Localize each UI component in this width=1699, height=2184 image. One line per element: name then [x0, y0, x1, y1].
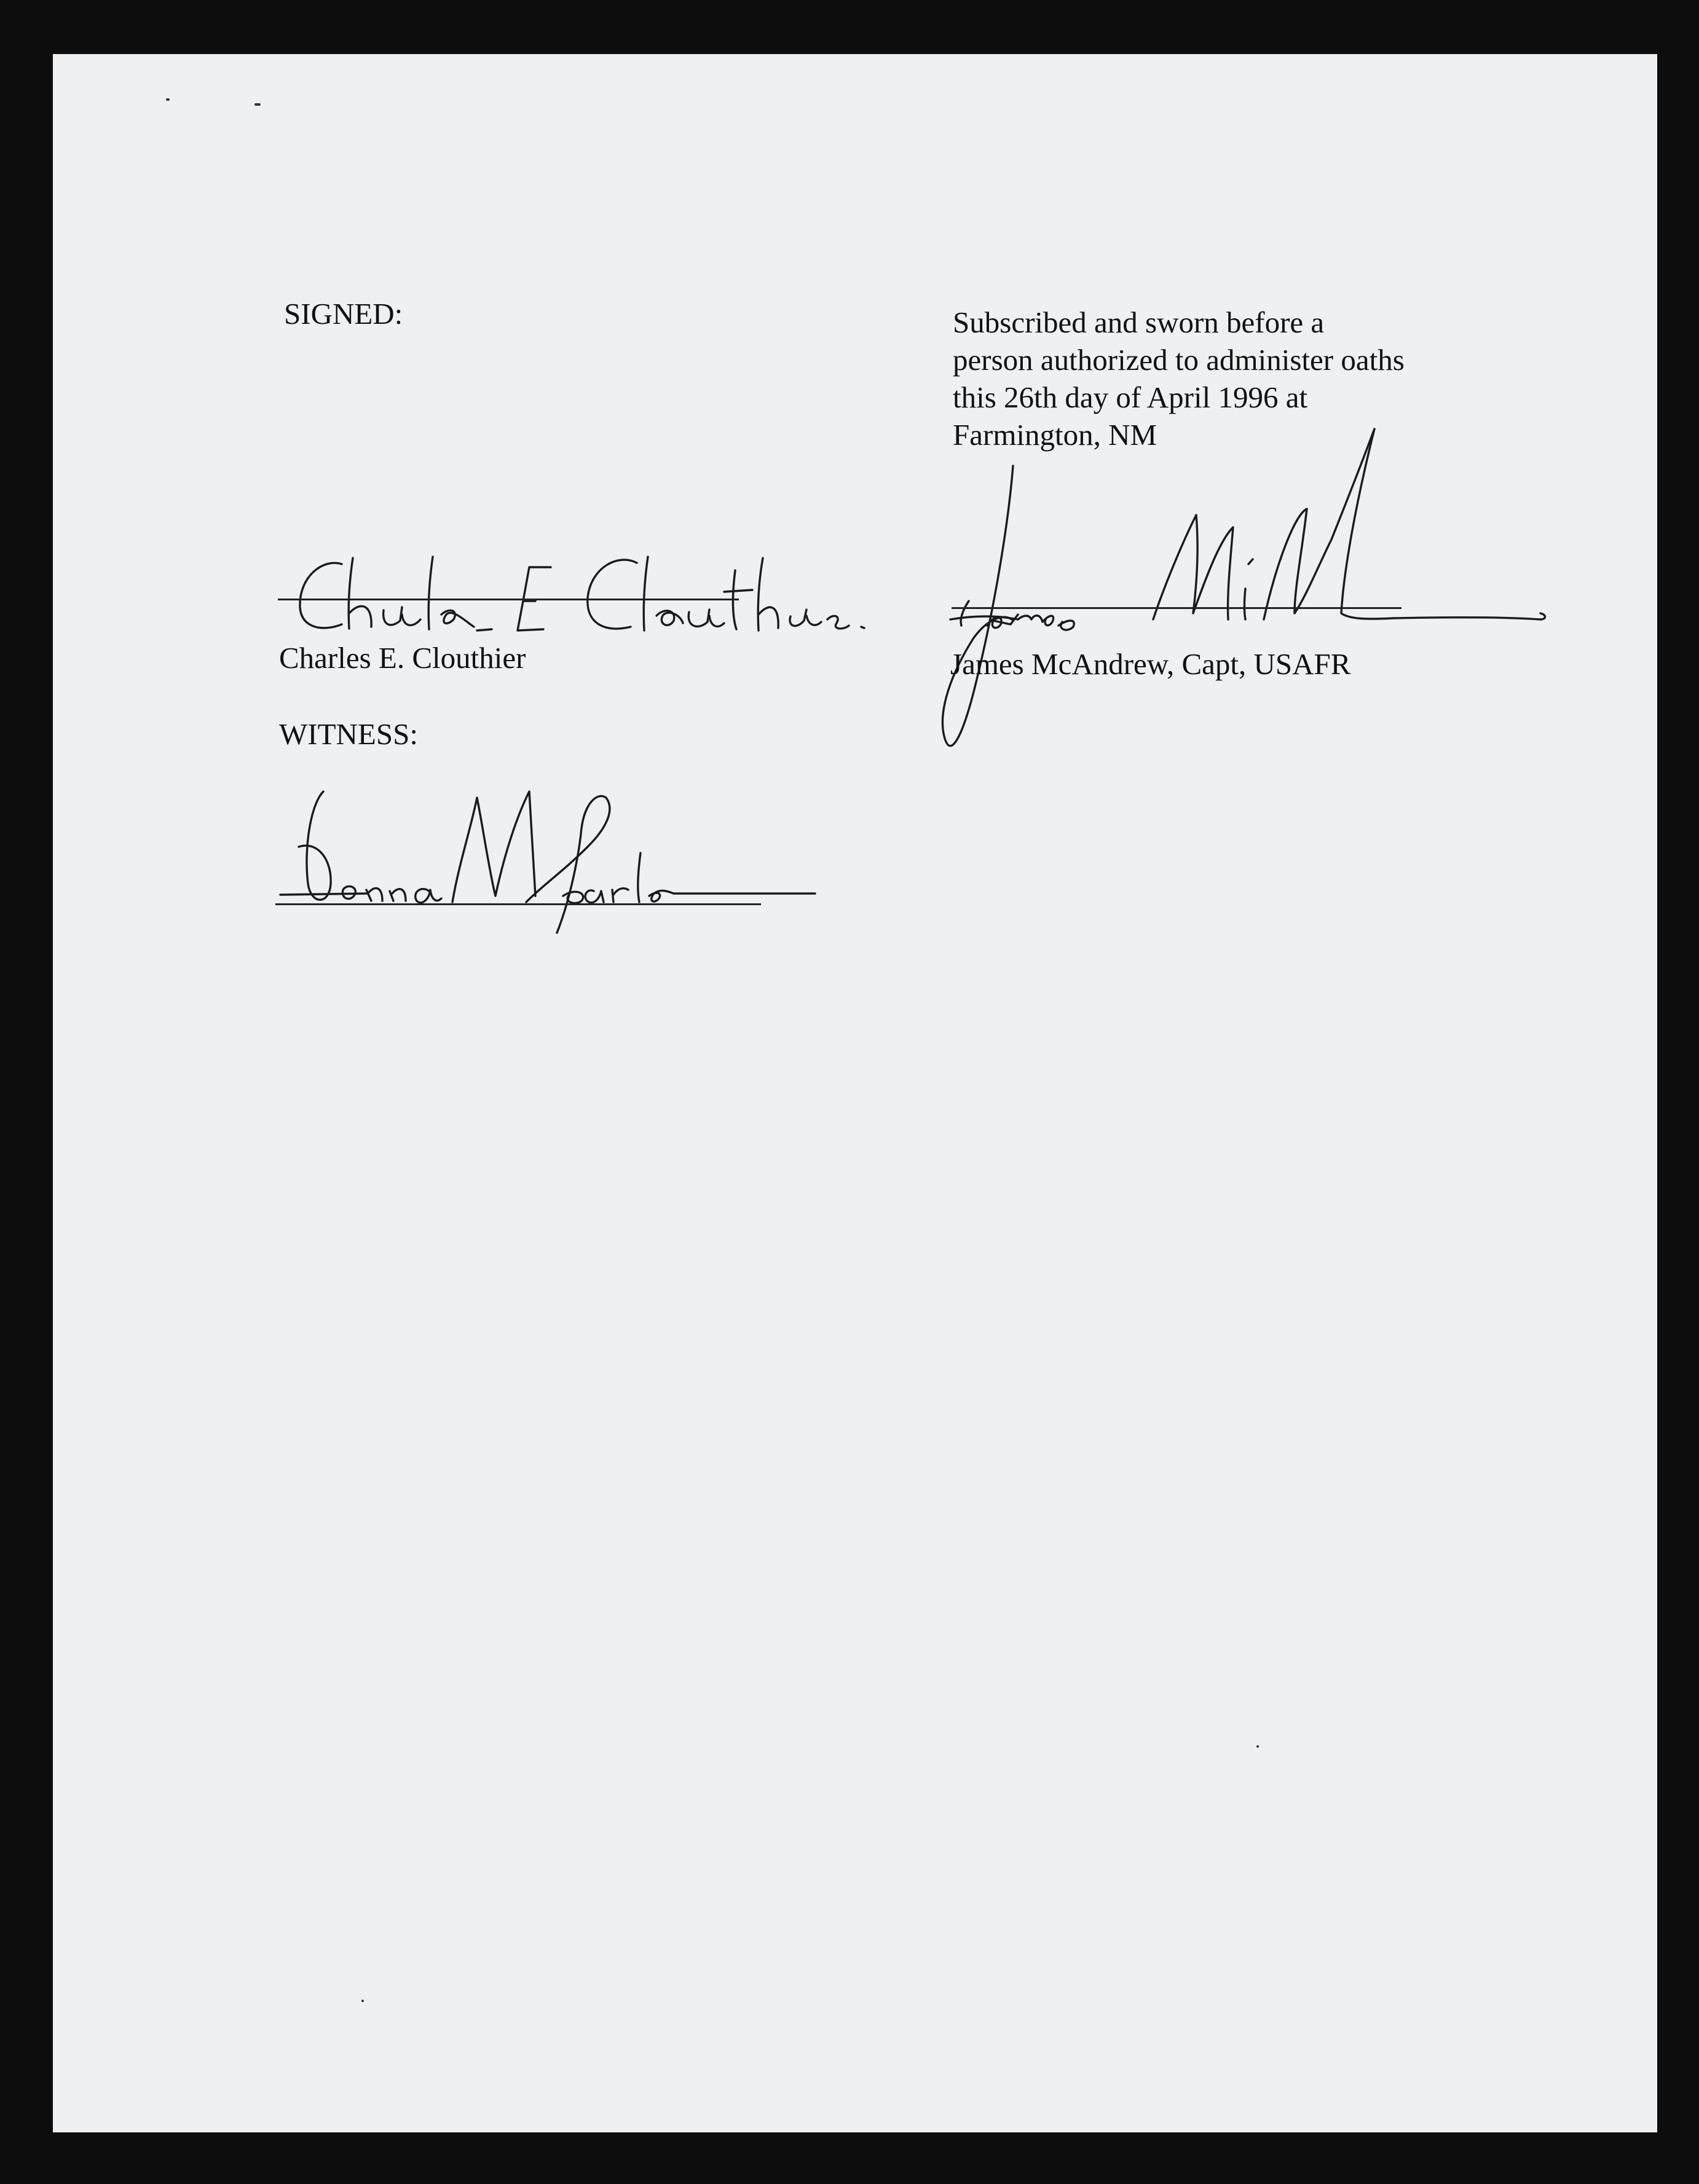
officer-signature-line: [952, 607, 1401, 609]
jurat-line: person authorized to administer oaths: [953, 343, 1405, 377]
jurat-line: Farmington, NM: [953, 418, 1157, 452]
scan-speck: [361, 2000, 364, 2002]
witness-label: WITNESS:: [279, 717, 418, 751]
signer-signature-line: [278, 599, 739, 600]
officer-name: James McAndrew, Capt, USAFR: [950, 647, 1351, 681]
signer-signature: [280, 484, 883, 644]
officer-signature: [926, 417, 1553, 761]
witness-signature-line: [275, 903, 761, 905]
scan-speck: [166, 98, 170, 101]
signer-name: Charles E. Clouthier: [279, 641, 526, 675]
scan-speck: [1256, 1745, 1259, 1748]
jurat-line: this 26th day of April 1996 at: [953, 380, 1308, 414]
scan-speck: [254, 103, 261, 106]
witness-signature: [274, 779, 827, 939]
jurat-line: Subscribed and sworn before a: [953, 305, 1325, 339]
document-page: [53, 54, 1657, 2132]
signed-label: SIGNED:: [284, 297, 403, 331]
